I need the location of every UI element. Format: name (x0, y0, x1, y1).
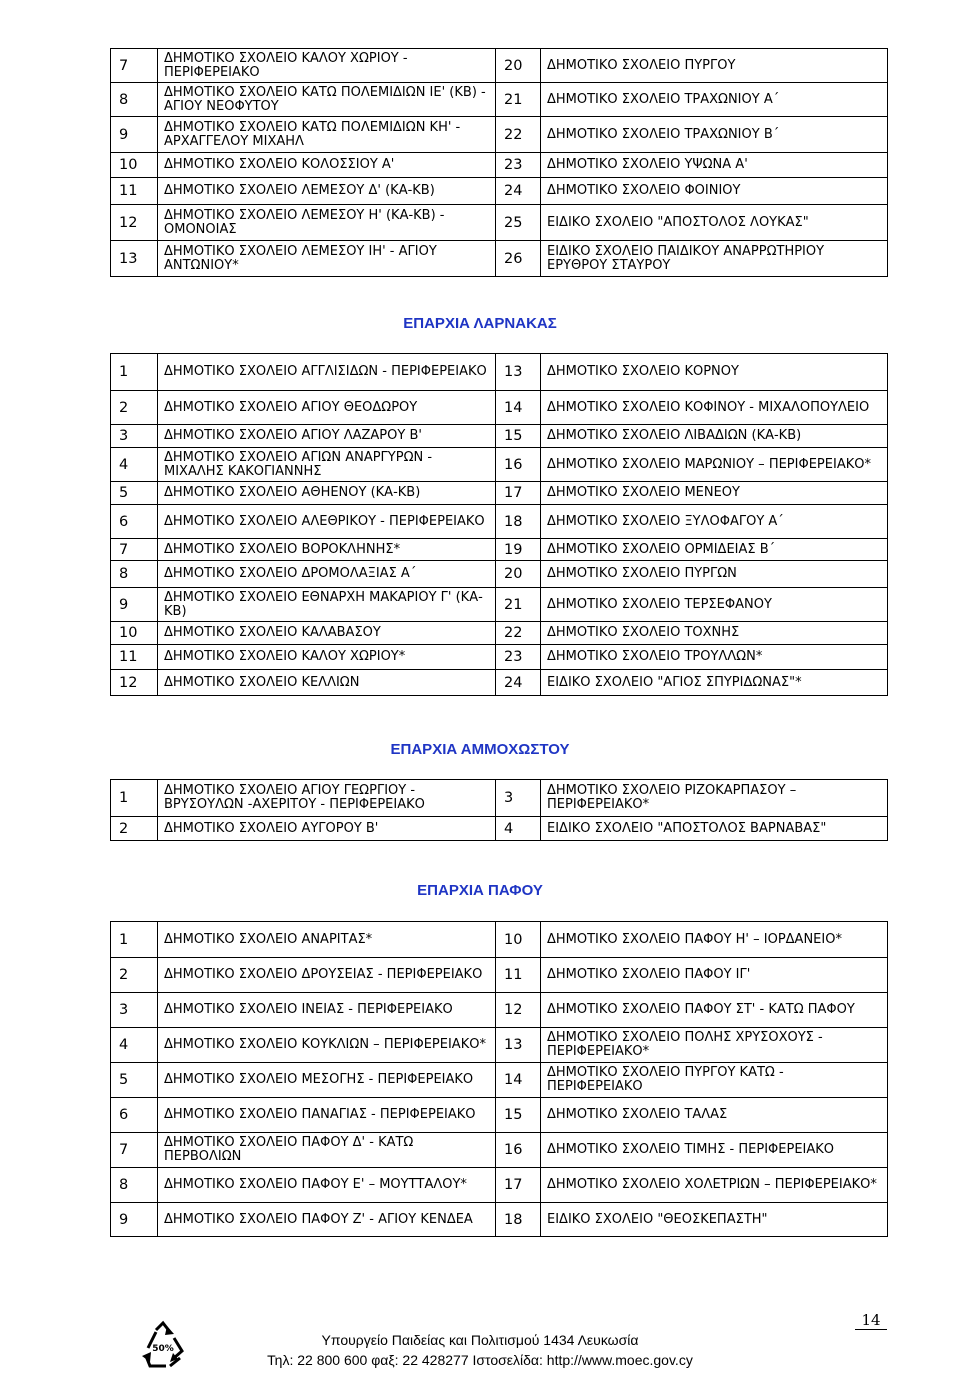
table-row (111, 670, 888, 696)
school-name: ΔΗΜΟΤΙΚΟ ΣΧΟΛΕΙΟ ΛΙΒΑΔΙΩΝ (ΚΑ-ΚΒ) (541, 425, 888, 448)
school-name: ΔΗΜΟΤΙΚΟ ΣΧΟΛΕΙΟ ΤΡΑΧΩΝΙΟΥ Β΄ (541, 117, 888, 153)
school-name: ΔΗΜΟΤΙΚΟ ΣΧΟΛΕΙΟ ΜΕΝΕΟΥ (541, 482, 888, 505)
row-number: 22 (496, 117, 541, 153)
row-number: 7 (111, 1133, 158, 1168)
school-name: ΔΗΜΟΤΙΚΟ ΣΧΟΛΕΙΟ ΠΑΦΟΥ Ε' – ΜΟΥΤΤΑΛΟΥ* (158, 1168, 496, 1203)
row-number: 9 (111, 1203, 158, 1237)
row-number: 4 (111, 1028, 158, 1063)
row-number: 21 (496, 83, 541, 117)
row-number: 2 (111, 391, 158, 425)
row-number: 22 (496, 622, 541, 645)
row-number: 26 (496, 241, 541, 277)
school-name: ΔΗΜΟΤΙΚΟ ΣΧΟΛΕΙΟ ΔΡΟΜΟΛΑΞΙΑΣ Α΄ (158, 561, 496, 588)
school-name: ΔΗΜΟΤΙΚΟ ΣΧΟΛΕΙΟ ΠΥΡΓΩΝ (541, 561, 888, 588)
school-name: ΔΗΜΟΤΙΚΟ ΣΧΟΛΕΙΟ ΑΘΗΕΝΟΥ (ΚΑ-ΚΒ) (158, 482, 496, 505)
school-name: ΔΗΜΟΤΙΚΟ ΣΧΟΛΕΙΟ ΚΑΛΑΒΑΣΟΥ (158, 622, 496, 645)
row-number: 16 (496, 1133, 541, 1168)
school-name: ΔΗΜΟΤΙΚΟ ΣΧΟΛΕΙΟ ΠΥΡΓΟΥ (541, 49, 888, 83)
row-number: 9 (111, 588, 158, 622)
row-number: 15 (496, 425, 541, 448)
table-row (111, 117, 888, 153)
school-name: ΔΗΜΟΤΙΚΟ ΣΧΟΛΕΙΟ ΠΟΛΗΣ ΧΡΥΣΟΧΟΥΣ - ΠΕΡΙΦΕΡΕΙΑΚΟ* (541, 1028, 888, 1063)
row-number: 17 (496, 482, 541, 505)
row-number: 3 (111, 425, 158, 448)
school-name: ΔΗΜΟΤΙΚΟ ΣΧΟΛΕΙΟ ΚΟΡΝΟΥ (541, 354, 888, 391)
school-name: ΔΗΜΟΤΙΚΟ ΣΧΟΛΕΙΟ ΧΟΛΕΤΡΙΩΝ – ΠΕΡΙΦΕΡΕΙΑΚΟ* (541, 1168, 888, 1203)
row-number: 13 (111, 241, 158, 277)
row-number: 23 (496, 153, 541, 178)
row-number: 16 (496, 448, 541, 482)
row-number: 9 (111, 117, 158, 153)
table-row (111, 1203, 888, 1237)
school-name: ΔΗΜΟΤΙΚΟ ΣΧΟΛΕΙΟ ΑΛΕΘΡΙΚΟΥ - ΠΕΡΙΦΕΡΕΙΑΚΟ (158, 505, 496, 539)
row-number: 20 (496, 49, 541, 83)
row-number: 2 (111, 817, 158, 841)
row-number: 5 (111, 482, 158, 505)
school-name: ΕΙΔΙΚΟ ΣΧΟΛΕΙΟ ΠΑΙΔΙΚΟΥ ΑΝΑΡΡΩΤΗΡΙΟΥ ΕΡΥΘΡΟΥ ΣΤΑΥΡΟΥ (541, 241, 888, 277)
table-row (111, 539, 888, 561)
school-name: ΔΗΜΟΤΙΚΟ ΣΧΟΛΕΙΟ ΠΑΦΟΥ ΣΤ' - ΚΑΤΩ ΠΑΦΟΥ (541, 993, 888, 1028)
row-number: 14 (496, 1063, 541, 1098)
row-number: 7 (111, 539, 158, 561)
table-row (111, 1028, 888, 1063)
heading-larnaca: ΕΠΑΡΧΙΑ ΛΑΡΝΑΚΑΣ (403, 315, 557, 332)
row-number: 10 (496, 922, 541, 958)
row-number: 4 (111, 448, 158, 482)
table-row (111, 354, 888, 391)
row-number: 25 (496, 205, 541, 241)
table-row (111, 425, 888, 448)
row-number: 20 (496, 561, 541, 588)
school-name: ΔΗΜΟΤΙΚΟ ΣΧΟΛΕΙΟ ΚΑΛΟΥ ΧΩΡΙΟΥ - ΠΕΡΙΦΕΡΕΙΑΚΟ (158, 49, 496, 83)
school-name: ΔΗΜΟΤΙΚΟ ΣΧΟΛΕΙΟ ΠΥΡΓΟΥ ΚΑΤΩ - ΠΕΡΙΦΕΡΕΙΑΚΟ (541, 1063, 888, 1098)
row-number: 1 (111, 354, 158, 391)
table-row (111, 482, 888, 505)
school-name: ΔΗΜΟΤΙΚΟ ΣΧΟΛΕΙΟ ΑΓΙΩΝ ΑΝΑΡΓΥΡΩΝ - ΜΙΧΑΛΗΣ ΚΑΚΟΓΙΑΝΝΗΣ (158, 448, 496, 482)
row-number: 11 (496, 958, 541, 993)
school-table-larnaca (110, 353, 888, 696)
school-name: ΔΗΜΟΤΙΚΟ ΣΧΟΛΕΙΟ ΑΓΓΛΙΣΙΔΩΝ - ΠΕΡΙΦΕΡΕΙΑΚΟ (158, 354, 496, 391)
row-number: 15 (496, 1098, 541, 1133)
row-number: 17 (496, 1168, 541, 1203)
row-number: 13 (496, 1028, 541, 1063)
school-table-ammochostos (110, 779, 888, 841)
row-number: 23 (496, 645, 541, 670)
footer-contact: Τηλ: 22 800 600 φαξ: 22 428277 Ιστοσελίδα: http://www.moec.gov.cy (267, 1352, 693, 1368)
footer-address: Υπουργείο Παιδείας και Πολιτισμού 1434 Λευκωσία (321, 1332, 639, 1348)
table-row (111, 561, 888, 588)
school-name: ΔΗΜΟΤΙΚΟ ΣΧΟΛΕΙΟ ΤΙΜΗΣ - ΠΕΡΙΦΕΡΕΙΑΚΟ (541, 1133, 888, 1168)
school-name: ΔΗΜΟΤΙΚΟ ΣΧΟΛΕΙΟ ΑΓΙΟΥ ΘΕΟΔΩΡΟΥ (158, 391, 496, 425)
table-row (111, 922, 888, 958)
row-number: 5 (111, 1063, 158, 1098)
table-row (111, 241, 888, 277)
school-name: ΔΗΜΟΤΙΚΟ ΣΧΟΛΕΙΟ ΤΑΛΑΣ (541, 1098, 888, 1133)
row-number: 14 (496, 391, 541, 425)
school-name: ΔΗΜΟΤΙΚΟ ΣΧΟΛΕΙΟ ΜΕΣΟΓΗΣ - ΠΕΡΙΦΕΡΕΙΑΚΟ (158, 1063, 496, 1098)
school-name: ΕΙΔΙΚΟ ΣΧΟΛΕΙΟ "ΑΠΟΣΤΟΛΟΣ ΛΟΥΚΑΣ" (541, 205, 888, 241)
school-name: ΕΙΔΙΚΟ ΣΧΟΛΕΙΟ "ΑΠΟΣΤΟΛΟΣ ΒΑΡΝΑΒΑΣ" (541, 817, 888, 841)
school-name: ΔΗΜΟΤΙΚΟ ΣΧΟΛΕΙΟ ΤΡΟΥΛΛΩΝ* (541, 645, 888, 670)
row-number: 12 (496, 993, 541, 1028)
table-row (111, 205, 888, 241)
row-number: 3 (111, 993, 158, 1028)
row-number: 11 (111, 178, 158, 205)
row-number: 6 (111, 505, 158, 539)
row-number: 19 (496, 539, 541, 561)
table-row (111, 153, 888, 178)
school-name: ΔΗΜΟΤΙΚΟ ΣΧΟΛΕΙΟ ΑΓΙΟΥ ΛΑΖΑΡΟΥ Β' (158, 425, 496, 448)
school-name: ΔΗΜΟΤΙΚΟ ΣΧΟΛΕΙΟ ΚΟΥΚΛΙΩΝ – ΠΕΡΙΦΕΡΕΙΑΚΟ* (158, 1028, 496, 1063)
school-name: ΕΙΔΙΚΟ ΣΧΟΛΕΙΟ "ΑΓΙΟΣ ΣΠΥΡΙΔΩΝΑΣ"* (541, 670, 888, 696)
school-name: ΔΗΜΟΤΙΚΟ ΣΧΟΛΕΙΟ ΤΟΧΝΗΣ (541, 622, 888, 645)
row-number: 24 (496, 178, 541, 205)
row-number: 1 (111, 922, 158, 958)
school-name: ΔΗΜΟΤΙΚΟ ΣΧΟΛΕΙΟ ΤΡΑΧΩΝΙΟΥ Α΄ (541, 83, 888, 117)
table-row (111, 622, 888, 645)
table-row (111, 588, 888, 622)
row-number: 8 (111, 1168, 158, 1203)
table-row (111, 178, 888, 205)
row-number: 10 (111, 153, 158, 178)
table-row (111, 993, 888, 1028)
school-table-limassol (110, 48, 888, 277)
school-name: ΔΗΜΟΤΙΚΟ ΣΧΟΛΕΙΟ ΛΕΜΕΣΟΥ ΙΗ' - ΑΓΙΟΥ ΑΝΤΩΝΙΟΥ* (158, 241, 496, 277)
school-name: ΔΗΜΟΤΙΚΟ ΣΧΟΛΕΙΟ ΙΝΕΙΑΣ - ΠΕΡΙΦΕΡΕΙΑΚΟ (158, 993, 496, 1028)
row-number: 21 (496, 588, 541, 622)
school-name: ΔΗΜΟΤΙΚΟ ΣΧΟΛΕΙΟ ΚΟΦΙΝΟΥ - ΜΙΧΑΛΟΠΟΥΛΕΙΟ (541, 391, 888, 425)
row-number: 12 (111, 205, 158, 241)
school-name: ΔΗΜΟΤΙΚΟ ΣΧΟΛΕΙΟ ΠΑΦΟΥ ΙΓ' (541, 958, 888, 993)
table-row (111, 391, 888, 425)
school-name: ΔΗΜΟΤΙΚΟ ΣΧΟΛΕΙΟ ΠΑΝΑΓΙΑΣ - ΠΕΡΙΦΕΡΕΙΑΚΟ (158, 1098, 496, 1133)
table-row (111, 1063, 888, 1098)
row-number: 3 (496, 780, 541, 817)
school-name: ΔΗΜΟΤΙΚΟ ΣΧΟΛΕΙΟ ΠΑΦΟΥ Ζ' - ΑΓΙΟΥ ΚΕΝΔΕΑ (158, 1203, 496, 1237)
row-number: 8 (111, 561, 158, 588)
school-name: ΔΗΜΟΤΙΚΟ ΣΧΟΛΕΙΟ ΔΡΟΥΣΕΙΑΣ - ΠΕΡΙΦΕΡΕΙΑΚΟ (158, 958, 496, 993)
row-number: 13 (496, 354, 541, 391)
school-name: ΕΙΔΙΚΟ ΣΧΟΛΕΙΟ "ΘΕΟΣΚΕΠΑΣΤΗ" (541, 1203, 888, 1237)
school-name: ΔΗΜΟΤΙΚΟ ΣΧΟΛΕΙΟ ΚΑΛΟΥ ΧΩΡΙΟΥ* (158, 645, 496, 670)
page-number: 14 (855, 1311, 887, 1330)
table-row (111, 958, 888, 993)
table-row (111, 49, 888, 83)
school-name: ΔΗΜΟΤΙΚΟ ΣΧΟΛΕΙΟ ΤΕΡΣΕΦΑΝΟΥ (541, 588, 888, 622)
table-row (111, 448, 888, 482)
table-row (111, 1133, 888, 1168)
heading-ammochostos: ΕΠΑΡΧΙΑ ΑΜΜΟΧΩΣΤΟΥ (390, 741, 570, 758)
school-table-paphos (110, 921, 888, 1237)
recycle-percent-label: 50% (152, 1344, 174, 1354)
school-name: ΔΗΜΟΤΙΚΟ ΣΧΟΛΕΙΟ ΑΝΑΡΙΤΑΣ* (158, 922, 496, 958)
school-name: ΔΗΜΟΤΙΚΟ ΣΧΟΛΕΙΟ ΥΨΩΝΑ Α' (541, 153, 888, 178)
school-name: ΔΗΜΟΤΙΚΟ ΣΧΟΛΕΙΟ ΚΑΤΩ ΠΟΛΕΜΙΔΙΩΝ ΙΕ' (ΚΒ) - ΑΓΙΟΥ ΝΕΟΦΥΤΟΥ (158, 83, 496, 117)
school-name: ΔΗΜΟΤΙΚΟ ΣΧΟΛΕΙΟ ΡΙΖΟΚΑΡΠΑΣΟΥ – ΠΕΡΙΦΕΡΕΙΑΚΟ* (541, 780, 888, 817)
school-name: ΔΗΜΟΤΙΚΟ ΣΧΟΛΕΙΟ ΠΑΦΟΥ Η' – ΙΟΡΔΑΝΕΙΟ* (541, 922, 888, 958)
row-number: 18 (496, 505, 541, 539)
school-name: ΔΗΜΟΤΙΚΟ ΣΧΟΛΕΙΟ ΠΑΦΟΥ Δ' - ΚΑΤΩ ΠΕΡΒΟΛΙΩΝ (158, 1133, 496, 1168)
row-number: 10 (111, 622, 158, 645)
table-row (111, 83, 888, 117)
row-number: 12 (111, 670, 158, 696)
school-name: ΔΗΜΟΤΙΚΟ ΣΧΟΛΕΙΟ ΛΕΜΕΣΟΥ Δ' (ΚΑ-ΚΒ) (158, 178, 496, 205)
school-name: ΔΗΜΟΤΙΚΟ ΣΧΟΛΕΙΟ ΛΕΜΕΣΟΥ Η' (ΚΑ-ΚΒ) - ΟΜΟΝΟΙΑΣ (158, 205, 496, 241)
school-name: ΔΗΜΟΤΙΚΟ ΣΧΟΛΕΙΟ ΜΑΡΩΝΙΟΥ – ΠΕΡΙΦΕΡΕΙΑΚΟ* (541, 448, 888, 482)
school-name: ΔΗΜΟΤΙΚΟ ΣΧΟΛΕΙΟ ΚΑΤΩ ΠΟΛΕΜΙΔΙΩΝ ΚΗ' - ΑΡΧΑΓΓΕΛΟΥ ΜΙΧΑΗΛ (158, 117, 496, 153)
row-number: 11 (111, 645, 158, 670)
school-name: ΔΗΜΟΤΙΚΟ ΣΧΟΛΕΙΟ ΟΡΜΙΔΕΙΑΣ Β΄ (541, 539, 888, 561)
heading-paphos: ΕΠΑΡΧΙΑ ΠΑΦΟΥ (417, 882, 543, 899)
row-number: 6 (111, 1098, 158, 1133)
table-row (111, 1098, 888, 1133)
school-name: ΔΗΜΟΤΙΚΟ ΣΧΟΛΕΙΟ ΞΥΛΟΦΑΓΟΥ Α΄ (541, 505, 888, 539)
school-name: ΔΗΜΟΤΙΚΟ ΣΧΟΛΕΙΟ ΕΘΝΑΡΧΗ ΜΑΚΑΡΙΟΥ Γ' (ΚΑ-ΚΒ) (158, 588, 496, 622)
row-number: 2 (111, 958, 158, 993)
row-number: 8 (111, 83, 158, 117)
school-name: ΔΗΜΟΤΙΚΟ ΣΧΟΛΕΙΟ ΒΟΡΟΚΛΗΝΗΣ* (158, 539, 496, 561)
school-name: ΔΗΜΟΤΙΚΟ ΣΧΟΛΕΙΟ ΑΓΙΟΥ ΓΕΩΡΓΙΟΥ - ΒΡΥΣΟΥΛΩΝ -ΑΧΕΡΙΤΟΥ - ΠΕΡΙΦΕΡΕΙΑΚΟ (158, 780, 496, 817)
table-row (111, 1168, 888, 1203)
table-row (111, 505, 888, 539)
school-name: ΔΗΜΟΤΙΚΟ ΣΧΟΛΕΙΟ ΦΟΙΝΙΟΥ (541, 178, 888, 205)
table-row (111, 780, 888, 817)
row-number: 18 (496, 1203, 541, 1237)
row-number: 4 (496, 817, 541, 841)
table-row (111, 645, 888, 670)
row-number: 1 (111, 780, 158, 817)
school-name: ΔΗΜΟΤΙΚΟ ΣΧΟΛΕΙΟ ΚΟΛΟΣΣΙΟΥ Α' (158, 153, 496, 178)
school-name: ΔΗΜΟΤΙΚΟ ΣΧΟΛΕΙΟ ΚΕΛΛΙΩΝ (158, 670, 496, 696)
table-row (111, 817, 888, 841)
row-number: 24 (496, 670, 541, 696)
school-name: ΔΗΜΟΤΙΚΟ ΣΧΟΛΕΙΟ ΑΥΓΟΡΟΥ Β' (158, 817, 496, 841)
row-number: 7 (111, 49, 158, 83)
